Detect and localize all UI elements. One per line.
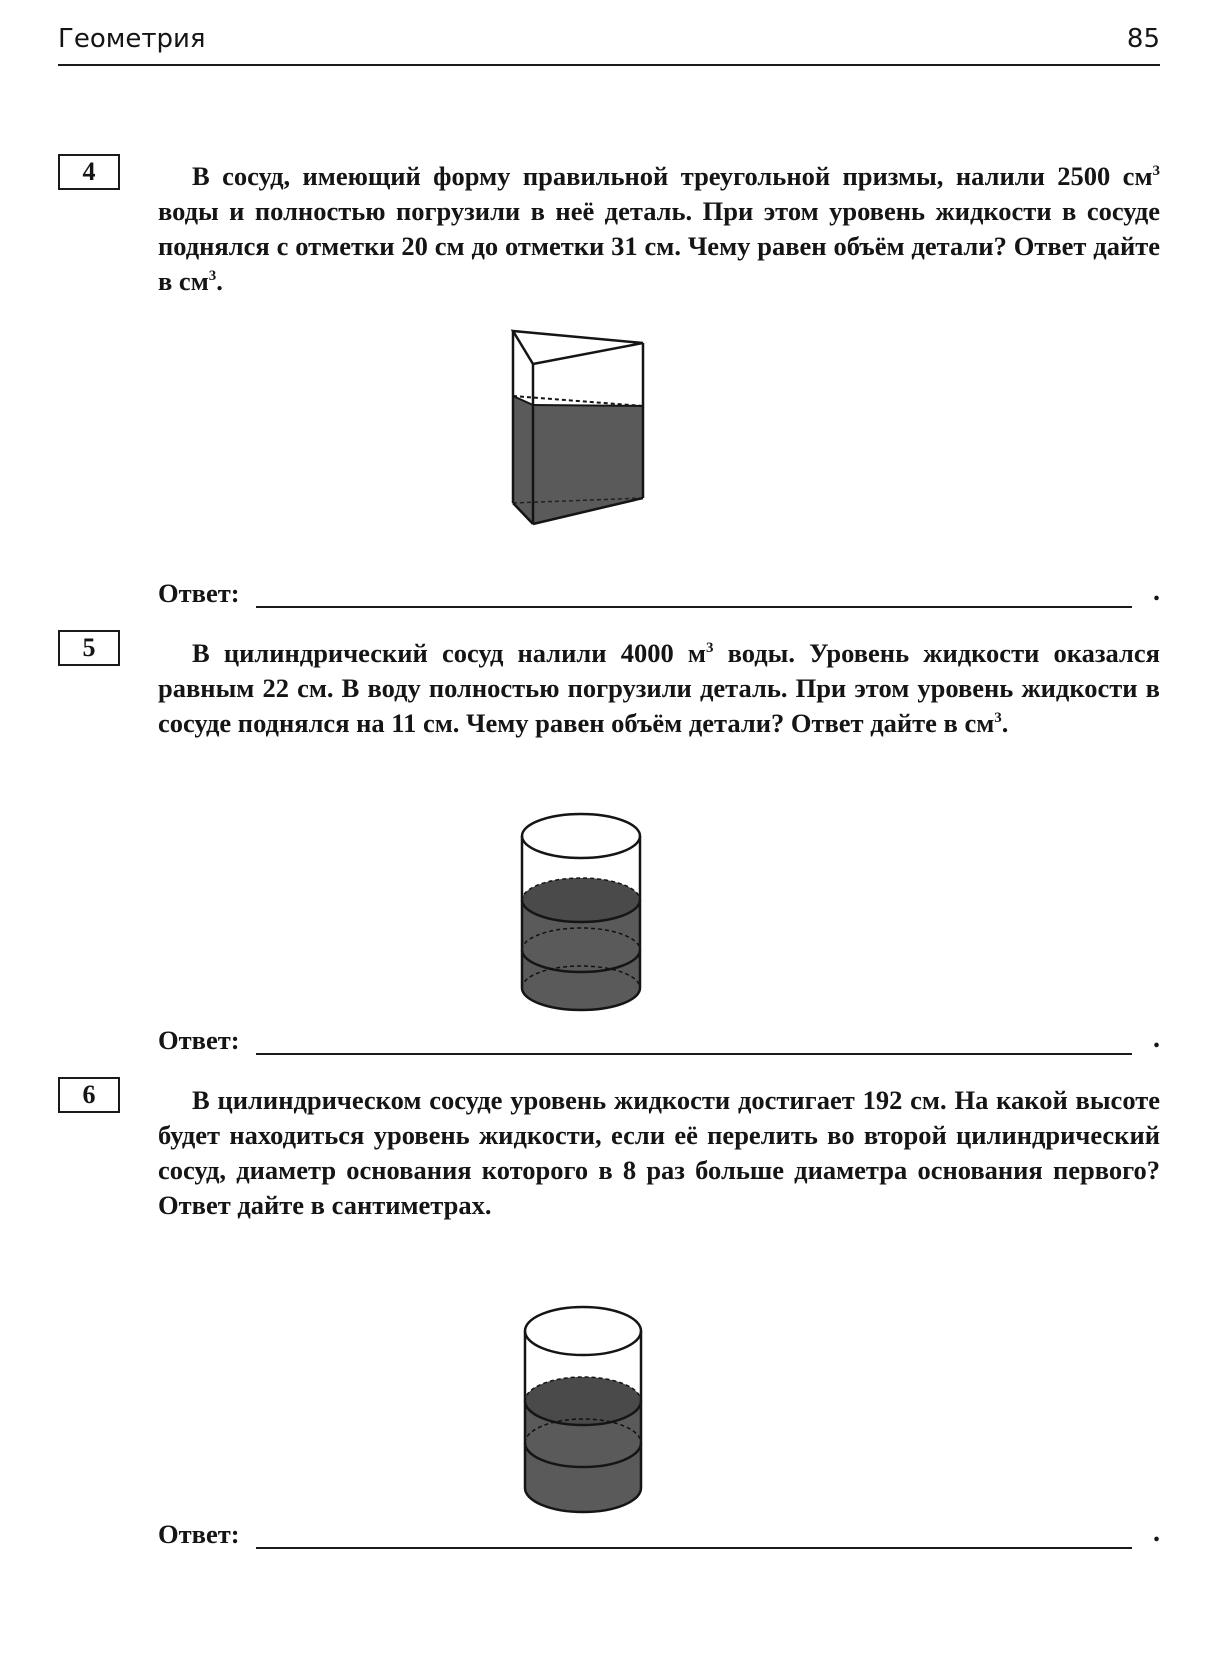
section-title: Геометрия: [58, 24, 206, 54]
answer-period: .: [1153, 576, 1160, 607]
problem-text-5: В цилиндрический сосуд налили 4000 $м^3$ воды. Уровень жидкости оказался равным 22 см. В воду полностью погрузили деталь. При этом уровень жидкости в сосуде поднялся на 11 см. Чему равен объём детали? Ответ дайте в $см^3$.: [158, 638, 1160, 738]
page-header: [58, 22, 1160, 66]
answer-field-6[interactable]: [256, 1547, 1132, 1549]
prism-figure: [510, 326, 650, 531]
answer-label: Ответ:: [158, 578, 240, 608]
problem-number-5: 5: [58, 630, 120, 666]
answer-period: .: [1153, 1023, 1160, 1054]
cylinder-figure-1: [512, 810, 672, 1028]
page-number: 85: [1126, 24, 1160, 54]
prism-top-face: [513, 331, 643, 364]
problem-text-4: В сосуд, имеющий форму правильной треугольной призмы, налили 2500 $см^3$ воды и полностью погрузили в неё деталь. При этом уровень жидкости в сосуде поднялся с отметки 20 см до отметки 31 см. Чему равен объём детали? Ответ дайте в $см^3$.: [158, 161, 1160, 296]
problem-number-4: 4: [58, 154, 120, 190]
answer-period: .: [1153, 1517, 1160, 1548]
problem-number-6: 6: [58, 1077, 120, 1113]
answer-row-4: [158, 574, 1160, 614]
cylinder-figure-2: [515, 1303, 655, 1528]
answer-field-5[interactable]: [256, 1053, 1132, 1055]
problem-text-6: В цилиндрическом сосуде уровень жидкости достигает 192 см. На какой высоте будет находиться уровень жидкости, если её перелить во второй цилиндрический сосуд, диаметр основания которого в 8 раз больше диаметра основания первого? Ответ дайте в сантиметрах.: [158, 1085, 1160, 1220]
cylinder-top-rim: [522, 814, 640, 858]
answer-label: Ответ:: [158, 1025, 240, 1055]
answer-row-6: [158, 1515, 1160, 1555]
answer-row-5: [158, 1021, 1160, 1061]
answer-field-4[interactable]: [256, 606, 1132, 608]
answer-label: Ответ:: [158, 1519, 240, 1549]
cylinder-top-rim: [525, 1307, 641, 1355]
